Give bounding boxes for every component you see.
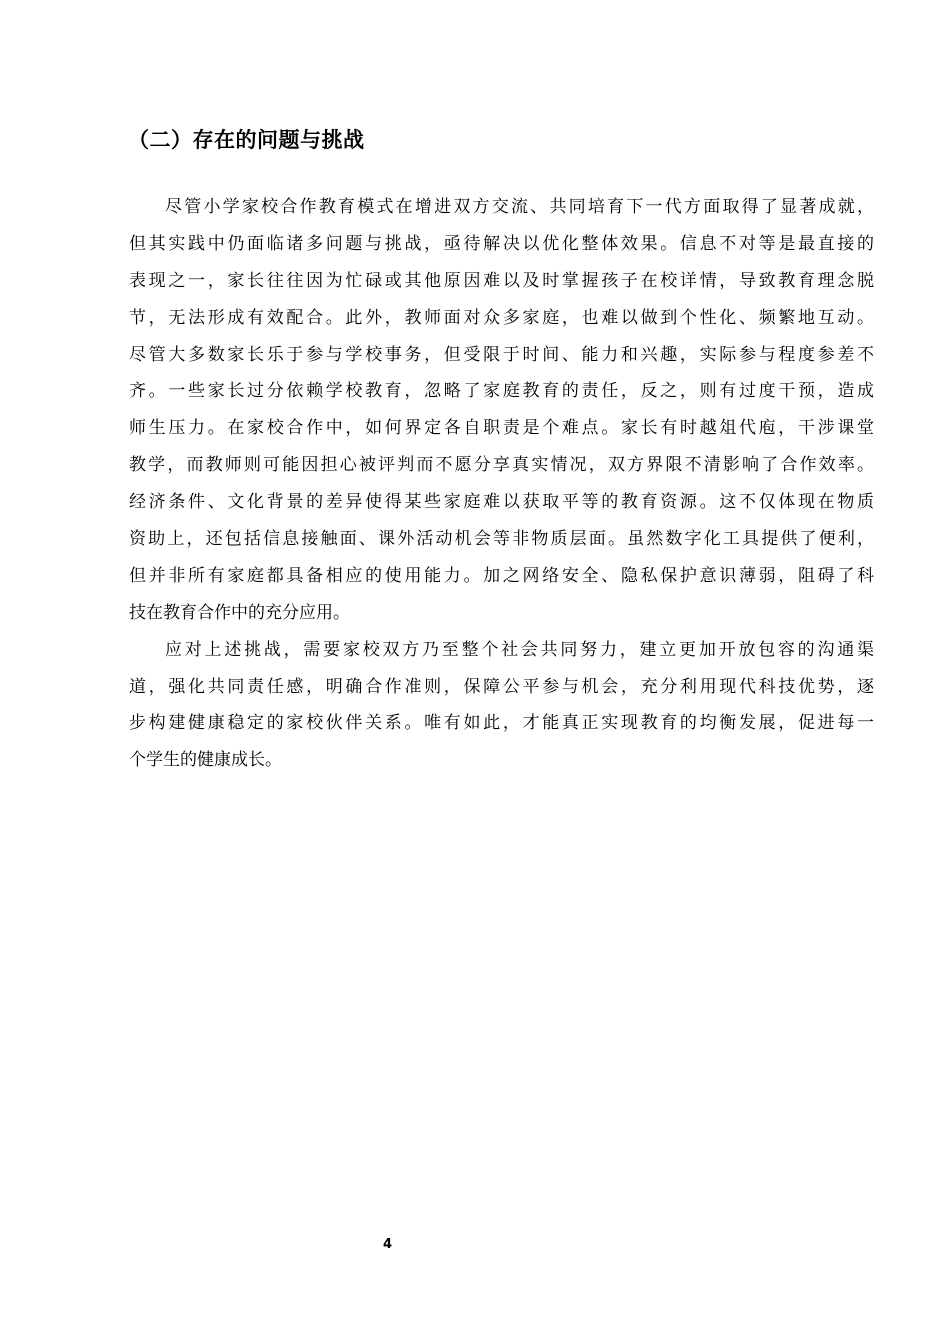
text-line: 经济条件、文化背景的差异使得某些家庭难以获取平等的教育资源。这不仅体现在物质 [129,492,874,513]
text-line: 资助上，还包括信息接触面、课外活动机会等非物质层面。虽然数字化工具提供了便利， [129,529,874,550]
text-line: 尽管大多数家长乐于参与学校事务，但受限于时间、能力和兴趣，实际参与程度参差不 [129,344,874,365]
text-line: 师生压力。在家校合作中，如何界定各自职责是个难点。家长有时越俎代庖，干涉课堂 [129,418,874,439]
body-text [129,189,874,779]
text-line: 尽管小学家校合作教育模式在增进双方交流、共同培育下一代方面取得了显著成就， [165,197,874,217]
section-heading: （二）存在的问题与挑战 [128,128,365,152]
text-line: 道，强化共同责任感，明确合作准则，保障公平参与机会，充分利用现代科技优势，逐 [129,676,874,697]
text-line: 表现之一，家长往往因为忙碌或其他原因难以及时掌握孩子在校详情，导致教育理念脱 [129,270,874,291]
page-number: 4 [382,1237,393,1252]
text-line: 但并非所有家庭都具备相应的使用能力。加之网络安全、隐私保护意识薄弱，阻碍了科 [129,565,874,586]
paragraph [129,632,874,780]
text-line: 步构建健康稳定的家校伙伴关系。唯有如此，才能真正实现教育的均衡发展，促进每一 [129,713,874,734]
text-line: 个学生的健康成长。 [129,750,282,771]
text-line: 但其实践中仍面临诸多问题与挑战，亟待解决以优化整体效果。信息不对等是最直接的 [129,233,874,254]
text-line: 节，无法形成有效配合。此外，教师面对众多家庭，也难以做到个性化、频繁地互动。 [129,307,874,328]
text-line: 应对上述挑战，需要家校双方乃至整个社会共同努力，建立更加开放包容的沟通渠 [165,639,874,660]
text-line: 教学，而教师则可能因担心被评判而不愿分享真实情况，双方界限不清影响了合作效率。 [129,455,874,476]
paragraph [129,189,874,632]
text-line: 齐。一些家长过分依赖学校教育，忽略了家庭教育的责任，反之，则有过度干预，造成 [129,381,874,402]
text-line: 技在教育合作中的充分应用。 [129,602,350,623]
